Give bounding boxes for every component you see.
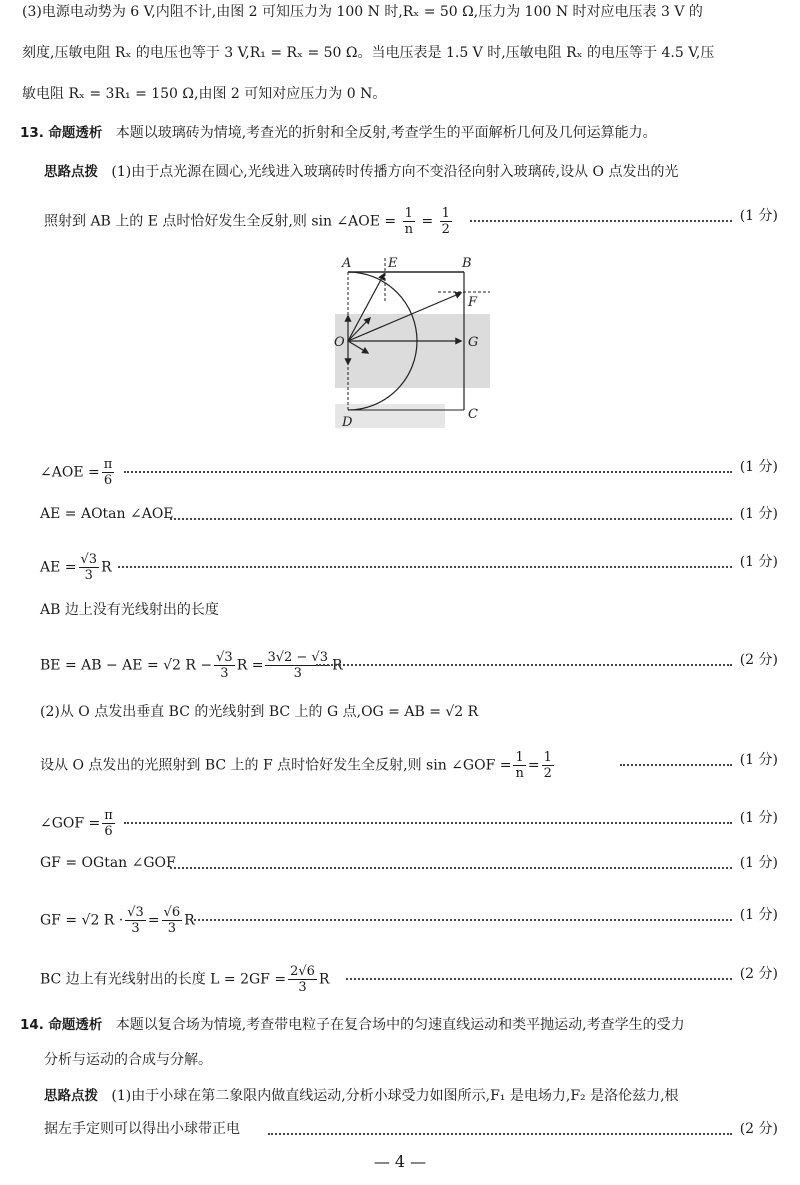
leader-dots <box>620 764 732 766</box>
points: (1 分) <box>739 752 778 768</box>
q14-idea-heading: 思路点拨 <box>44 1088 98 1104</box>
q12-line-2: 刻度,压敏电阻 Rₓ 的电压也等于 3 V,R₁ = Rₓ = 50 Ω。当电压表是 1.5 V 时,压敏电阻 Rₓ 的电压等于 4.5 V,压 <box>22 45 715 61</box>
q13-intent-row <box>20 123 800 143</box>
q13-idea2-text: 照射到 AB 上的 E 点时恰好发生全反射,则 sin ∠AOE = <box>44 213 397 230</box>
step-sin-gof: 设从 O 点发出的光照射到 BC 上的 F 点时恰好发生全反射,则 sin ∠GOF = $\frac{1}{n}$ = $\frac{1}{2}$ <box>40 750 552 781</box>
q13-idea-row <box>44 162 800 182</box>
leader-dots <box>190 919 732 921</box>
fraction-1-over-2: $\frac{1}{2}$ <box>441 206 450 237</box>
q13-intent-heading: 命题透析 <box>48 125 103 141</box>
q14-idea-line-2: 据左手定则可以得出小球带正电 <box>44 1121 240 1137</box>
points: (1 分) <box>739 855 778 871</box>
q13-idea-heading: 思路点拨 <box>44 164 98 180</box>
step-gf-tan: GF = OGtan ∠GOF <box>40 855 176 871</box>
points: (1 分) <box>739 208 778 224</box>
points: (1 分) <box>739 506 778 522</box>
label-e: E <box>388 256 398 271</box>
q14-idea-line-1: (1)由于小球在第二象限内做直线运动,分析小球受力如图所示,F₁ 是电场力,F₂ 是洛伦兹力,根 <box>111 1088 679 1104</box>
q13-idea-line-2 <box>44 206 454 237</box>
q12-line-1: (3)电源电动势为 6 V,内阻不计,由图 2 可知压力为 100 N 时,Rₓ = 50 Ω,压力为 100 N 时对应电压表 3 V 的 <box>22 4 703 20</box>
step-angle-aoe: ∠AOE = $\frac{\pi}{6}$ <box>40 457 113 488</box>
q13-number: 13. <box>20 125 44 141</box>
leader-dots <box>316 664 732 666</box>
q14-intent-text-2: 分析与运动的合成与分解。 <box>44 1052 212 1068</box>
points: (2 分) <box>739 966 778 982</box>
step-ae-tan: AE = AOtan ∠AOE <box>40 506 174 522</box>
points: (1 分) <box>739 459 778 475</box>
equals-sign: = <box>421 213 434 230</box>
q12-line-3: 敏电阻 Rₓ = 3R₁ = 150 Ω,由图 2 可知对应压力为 0 N。 <box>22 86 387 102</box>
label-a: A <box>342 256 352 271</box>
q14-intent-text-1: 本题以复合场为情境,考查带电粒子在复合场中的匀速直线运动和类平抛运动,考查学生的受力 <box>115 1017 685 1033</box>
glass-brick-figure <box>330 252 495 432</box>
points: (1 分) <box>739 907 778 923</box>
step-bc-length: BC 边上有光线射出的长度 L = 2GF = $\frac{2√6}{3}$ R <box>40 964 330 995</box>
leader-dots <box>118 566 732 568</box>
leader-dots <box>346 978 732 980</box>
leader-dots <box>170 518 732 520</box>
q13-intent-text: 本题以玻璃砖为情境,考查光的折射和全反射,考查学生的平面解析几何及几何运算能力。 <box>115 125 657 141</box>
label-g: G <box>468 335 479 350</box>
label-f: F <box>468 295 478 310</box>
leader-dots <box>268 1133 732 1135</box>
points: (1 分) <box>739 554 778 570</box>
label-b: B <box>462 256 472 271</box>
q13-idea-line-1: (1)由于点光源在圆心,光线进入玻璃砖时传播方向不变沿径向射入玻璃砖,设从 O 点发出的光 <box>111 164 679 180</box>
page-number: — 4 — <box>373 1152 427 1171</box>
step-og: (2)从 O 点发出垂直 BC 的光线射到 BC 上的 G 点,OG = AB = √2 R <box>40 704 479 720</box>
leader-dots <box>470 220 732 222</box>
leader-dots <box>170 867 732 869</box>
label-d: D <box>342 415 353 430</box>
gray-band <box>335 314 490 388</box>
q14-intent-heading: 命题透析 <box>48 1017 103 1033</box>
leader-dots <box>124 471 732 473</box>
label-c: C <box>468 407 478 422</box>
q14-idea-row <box>44 1086 800 1106</box>
step-be-value: BE = AB − AE = √2 R − $\frac{√3}{3}$ R = $\frac{3√2 - √3}{3}$ R <box>40 650 343 681</box>
points: (2 分) <box>739 1121 778 1137</box>
points: (1 分) <box>739 810 778 826</box>
step-gf-value: GF = √2 R · $\frac{√3}{3}$ = $\frac{√6}{3}$ R <box>40 905 195 936</box>
q14-number: 14. <box>20 1017 44 1033</box>
step-ab-note: AB 边上没有光线射出的长度 <box>40 602 219 618</box>
points: (2 分) <box>739 652 778 668</box>
step-ae-value: AE = $\frac{√3}{3}$ R <box>40 552 112 583</box>
leader-dots <box>124 822 732 824</box>
q14-intent-row <box>20 1015 800 1035</box>
step-angle-gof: ∠GOF = $\frac{\pi}{6}$ <box>40 808 113 839</box>
fraction-1-over-n: $\frac{1}{n}$ <box>404 206 413 237</box>
label-o: O <box>334 335 345 350</box>
